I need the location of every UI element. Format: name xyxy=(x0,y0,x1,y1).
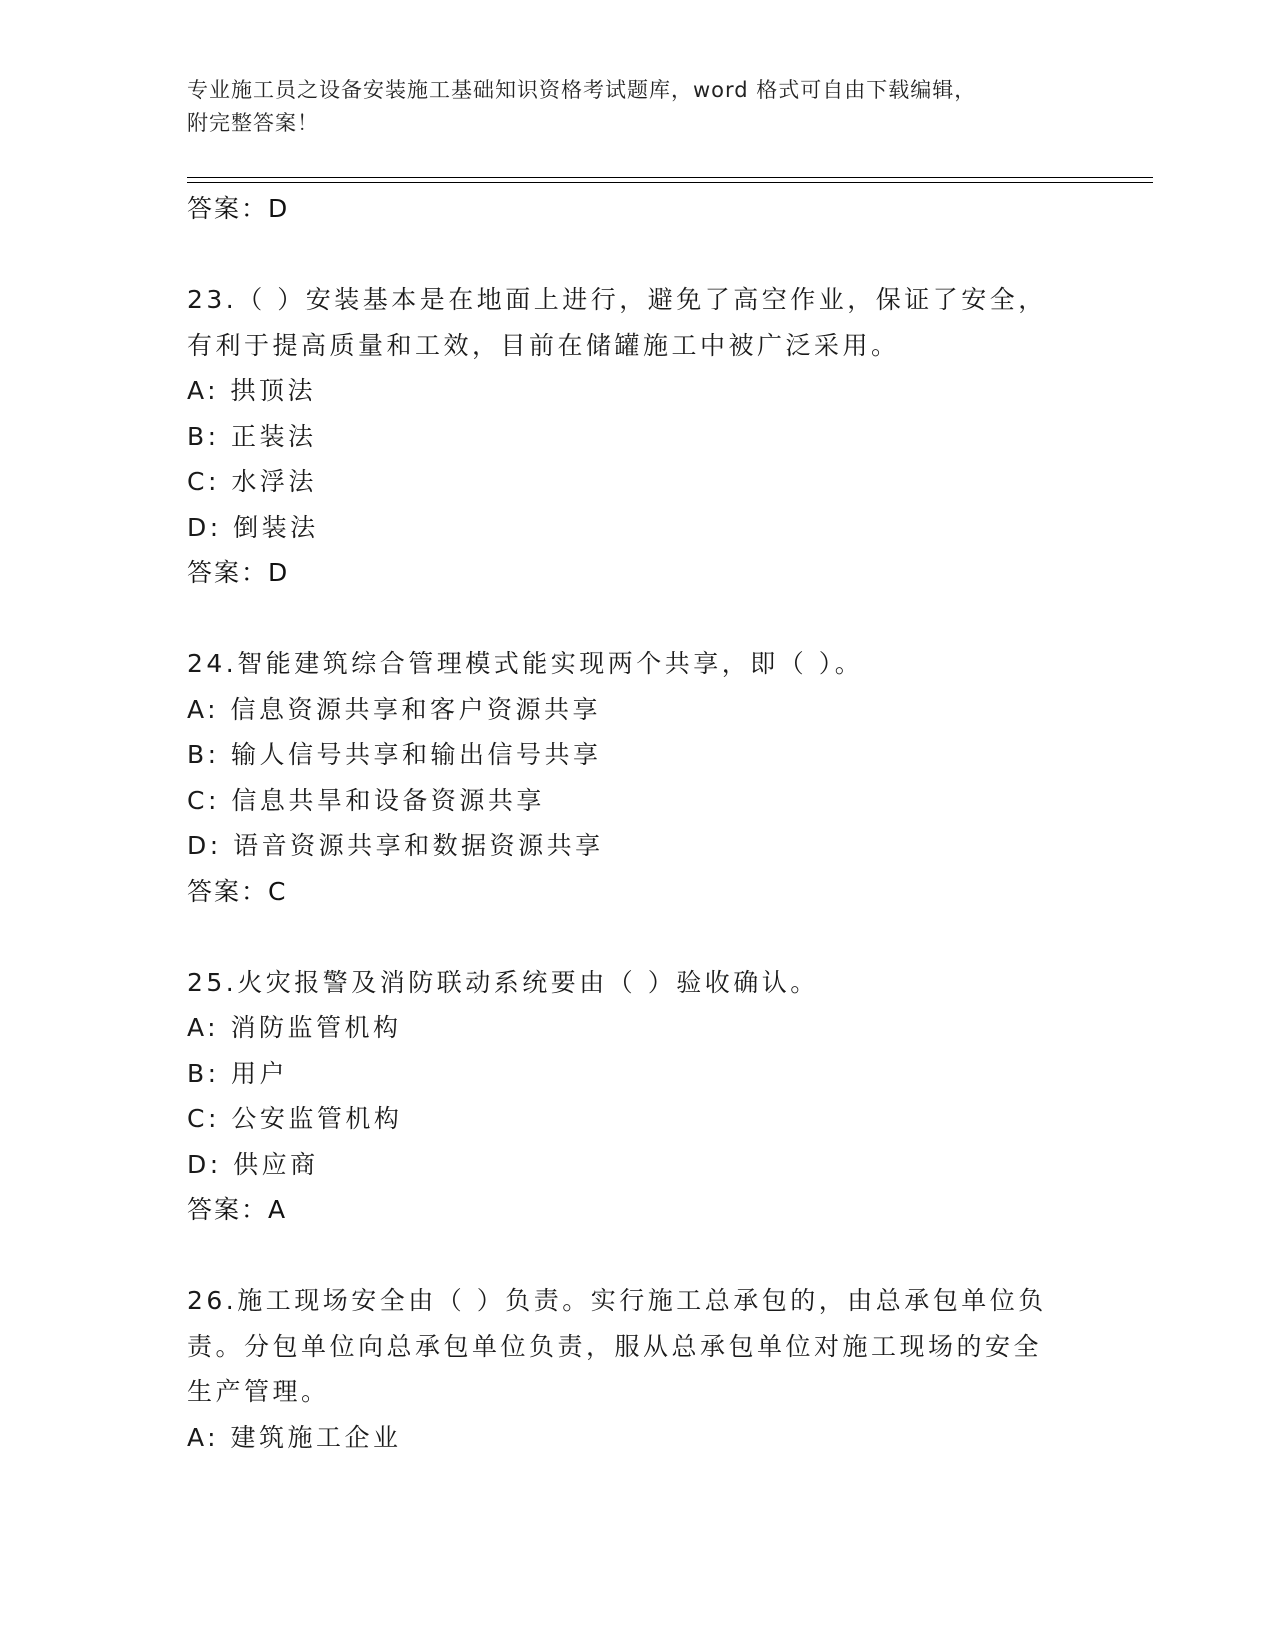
option-b: B: 正装法 xyxy=(187,421,317,451)
question-stem-line: 责。分包单位向总承包单位负责，服从总承包单位对施工现场的安全 xyxy=(187,1331,1043,1361)
header-divider xyxy=(187,177,1153,183)
option-d: D: 供应商 xyxy=(187,1149,319,1179)
spacer xyxy=(187,596,1087,642)
option-a: A: 信息资源共享和客户资源共享 xyxy=(187,694,602,724)
question-25 xyxy=(187,960,1087,1233)
question-stem-line: 25.火灾报警及消防联动系统要由（ ）验收确认。 xyxy=(187,967,819,997)
answer-line: 答案：D xyxy=(187,558,290,587)
option-b: B: 输人信号共享和输出信号共享 xyxy=(187,740,602,769)
spacer xyxy=(187,914,1087,960)
option-a: A: 消防监管机构 xyxy=(187,1013,402,1042)
header-line-1: 专业施工员之设备安装施工基础知识资格考试题库，word 格式可自由下载编辑， xyxy=(187,78,977,102)
answer-line: 答案：D xyxy=(187,194,290,223)
header-line-2: 附完整答案！ xyxy=(187,111,319,135)
question-26 xyxy=(187,1278,1087,1460)
option-d: D: 语音资源共享和数据资源共享 xyxy=(187,831,604,860)
page-header xyxy=(187,74,1087,140)
option-a: A: 建筑施工企业 xyxy=(187,1422,402,1452)
option-d: D: 倒装法 xyxy=(187,512,319,542)
question-list xyxy=(187,186,1087,1460)
answer-line: 答案：A xyxy=(187,1195,288,1224)
question-stem-line: 26.施工现场安全由（ ）负责。实行施工总承包的，由总承包单位负 xyxy=(187,1286,1047,1315)
spacer xyxy=(187,232,1087,278)
option-a: A: 拱顶法 xyxy=(187,376,317,405)
option-c: C: 信息共旱和设备资源共享 xyxy=(187,785,545,815)
spacer xyxy=(187,1233,1087,1279)
option-c: C: 水浮法 xyxy=(187,467,317,496)
question-stem-line: 24.智能建筑综合管理模式能实现两个共享，即（ ）。 xyxy=(187,649,864,678)
question-stem-line: 生产管理。 xyxy=(187,1377,330,1406)
question-24 xyxy=(187,641,1087,914)
option-b: B: 用户 xyxy=(187,1058,289,1088)
question-stem-line: 23.（ ）安装基本是在地面上进行，避免了高空作业，保证了安全， xyxy=(187,285,1047,314)
question-stem-line: 有利于提高质量和工效，目前在储罐施工中被广泛采用。 xyxy=(187,330,900,360)
question-23 xyxy=(187,277,1087,596)
option-c: C: 公安监管机构 xyxy=(187,1104,403,1133)
answer-line: 答案：C xyxy=(187,876,288,906)
